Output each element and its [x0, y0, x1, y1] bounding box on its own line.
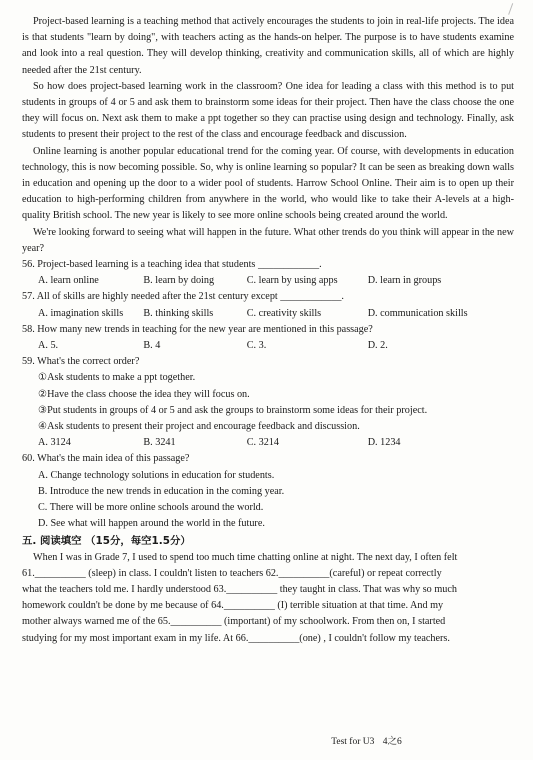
exam-page [22, 14, 514, 647]
option-c[interactable]: C. learn by using apps [246, 275, 338, 287]
passage-paragraph-3: Online learning is another popular educational trend for the coming year. Of course, with developments in education technology, this is now becoming possible. So, why is online learning so popular? It can be seen as breaking down walls in education and opening up the door to a wider pool of students. Harrow School Online. Their aim is to open up their education to high-performing children from anywhere in the world, who would like to take their A-levels at a high-quality British school. The new year is likely to see more online schools being created around the world. [22, 145, 514, 222]
footer-page-number: 4之6 [382, 737, 402, 747]
option-b[interactable]: B. 4 [143, 340, 161, 352]
option-d[interactable]: D. communication skills [367, 307, 468, 319]
option-c[interactable]: C. 3214 [246, 437, 279, 449]
passage-paragraph-1: Project-based learning is a teaching method that actively encourages the students to join in real-life projects. The idea is that students "learn by doing", with teachers acting as the hands-on helper. The purpose is to have students examine and look into a real question. They will develop thinking, creativity and communication skills, all of which are highly needed after the 21st century. [22, 16, 514, 76]
option-d[interactable]: D. 1234 [367, 437, 401, 449]
option-a[interactable]: A. 5. [38, 340, 59, 352]
option-b[interactable]: B. thinking skills [143, 307, 214, 319]
footer-test-name: Test for U3 [331, 737, 375, 747]
question-56: 56. Project-based learning is a teaching idea that students ____________. [22, 259, 322, 271]
order-step-4: ④Ask students to present their project and encourage feedback and discussion. [38, 421, 360, 433]
order-step-3: ③Put students in groups of 4 or 5 and ask the groups to brainstorm some ideas for their project. [38, 404, 428, 416]
passage-paragraph-2: So how does project-based learning work in the classroom? One idea for leading a class with this method is to put students in groups of 4 or 5 and ask them to brainstorm some ideas for their project. Then have the class choose the one they will focus on. Next ask them to make a ppt together so they can practise using design and technology. Finally, ask students to present their project to the rest of the class and encourage feedback and discussion. [22, 80, 514, 141]
question-58-options [22, 338, 514, 354]
section-heading: 五. 阅读填空 （15分，每空1.5分） [22, 534, 191, 547]
option-b[interactable]: B. learn by doing [143, 275, 215, 287]
question-59-options [22, 435, 514, 451]
cloze-line-2: 61.__________ (sleep) in class. I couldn't listen to teachers 62.__________(careful) or repeat correctly [22, 567, 442, 579]
option-a[interactable]: A. learn online [38, 275, 99, 287]
option-c[interactable]: C. There will be more online schools around the world. [38, 502, 264, 514]
question-58: 58. How many new trends in teaching for the new year are mentioned in this passage? [22, 323, 373, 335]
option-d[interactable]: D. learn in groups [367, 275, 442, 287]
option-c[interactable]: C. 3. [246, 340, 267, 352]
option-d[interactable]: D. 2. [367, 340, 388, 352]
option-b[interactable]: B. 3241 [143, 437, 176, 449]
option-a[interactable]: A. Change technology solutions in education for students. [38, 469, 275, 481]
question-59: 59. What's the correct order? [22, 356, 140, 368]
cloze-line-1: When I was in Grade 7, I used to spend too much time chatting online at night. The next day, I often felt [33, 551, 458, 563]
question-57-options [22, 306, 514, 322]
question-60: 60. What's the main idea of this passage? [22, 453, 190, 465]
option-a[interactable]: A. 3124 [38, 437, 71, 449]
option-b[interactable]: B. Introduce the new trends in education in the coming year. [38, 485, 285, 497]
cloze-line-3: what the teachers told me. I hardly understood 63.__________ they taught in class. That was why so much [22, 583, 457, 595]
order-step-2: ②Have the class choose the idea they will focus on. [38, 388, 250, 400]
question-56-options [22, 273, 514, 289]
passage-paragraph-4: We're looking forward to seeing what will happen in the future. What other trends do you think will appear in the new year? [22, 226, 514, 254]
question-57: 57. All of skills are highly needed after the 21st century except ____________. [22, 291, 344, 303]
cloze-line-6: studying for my most important exam in my life. At 66.__________(one) , I couldn't follow my teachers. [22, 632, 450, 644]
order-step-1: ①Ask students to make a ppt together. [38, 372, 196, 384]
page-footer [0, 733, 533, 747]
option-a[interactable]: A. imagination skills [38, 307, 124, 319]
option-d[interactable]: D. See what will happen around the world in the future. [38, 518, 265, 530]
cloze-line-5: mother always warned me of the 65.__________ (important) of my schoolwork. From then on, I started [22, 616, 446, 628]
option-c[interactable]: C. creativity skills [246, 307, 322, 319]
cloze-line-4: homework couldn't be done by me because of 64.__________ (I) terrible situation at that time. And my [22, 600, 444, 612]
